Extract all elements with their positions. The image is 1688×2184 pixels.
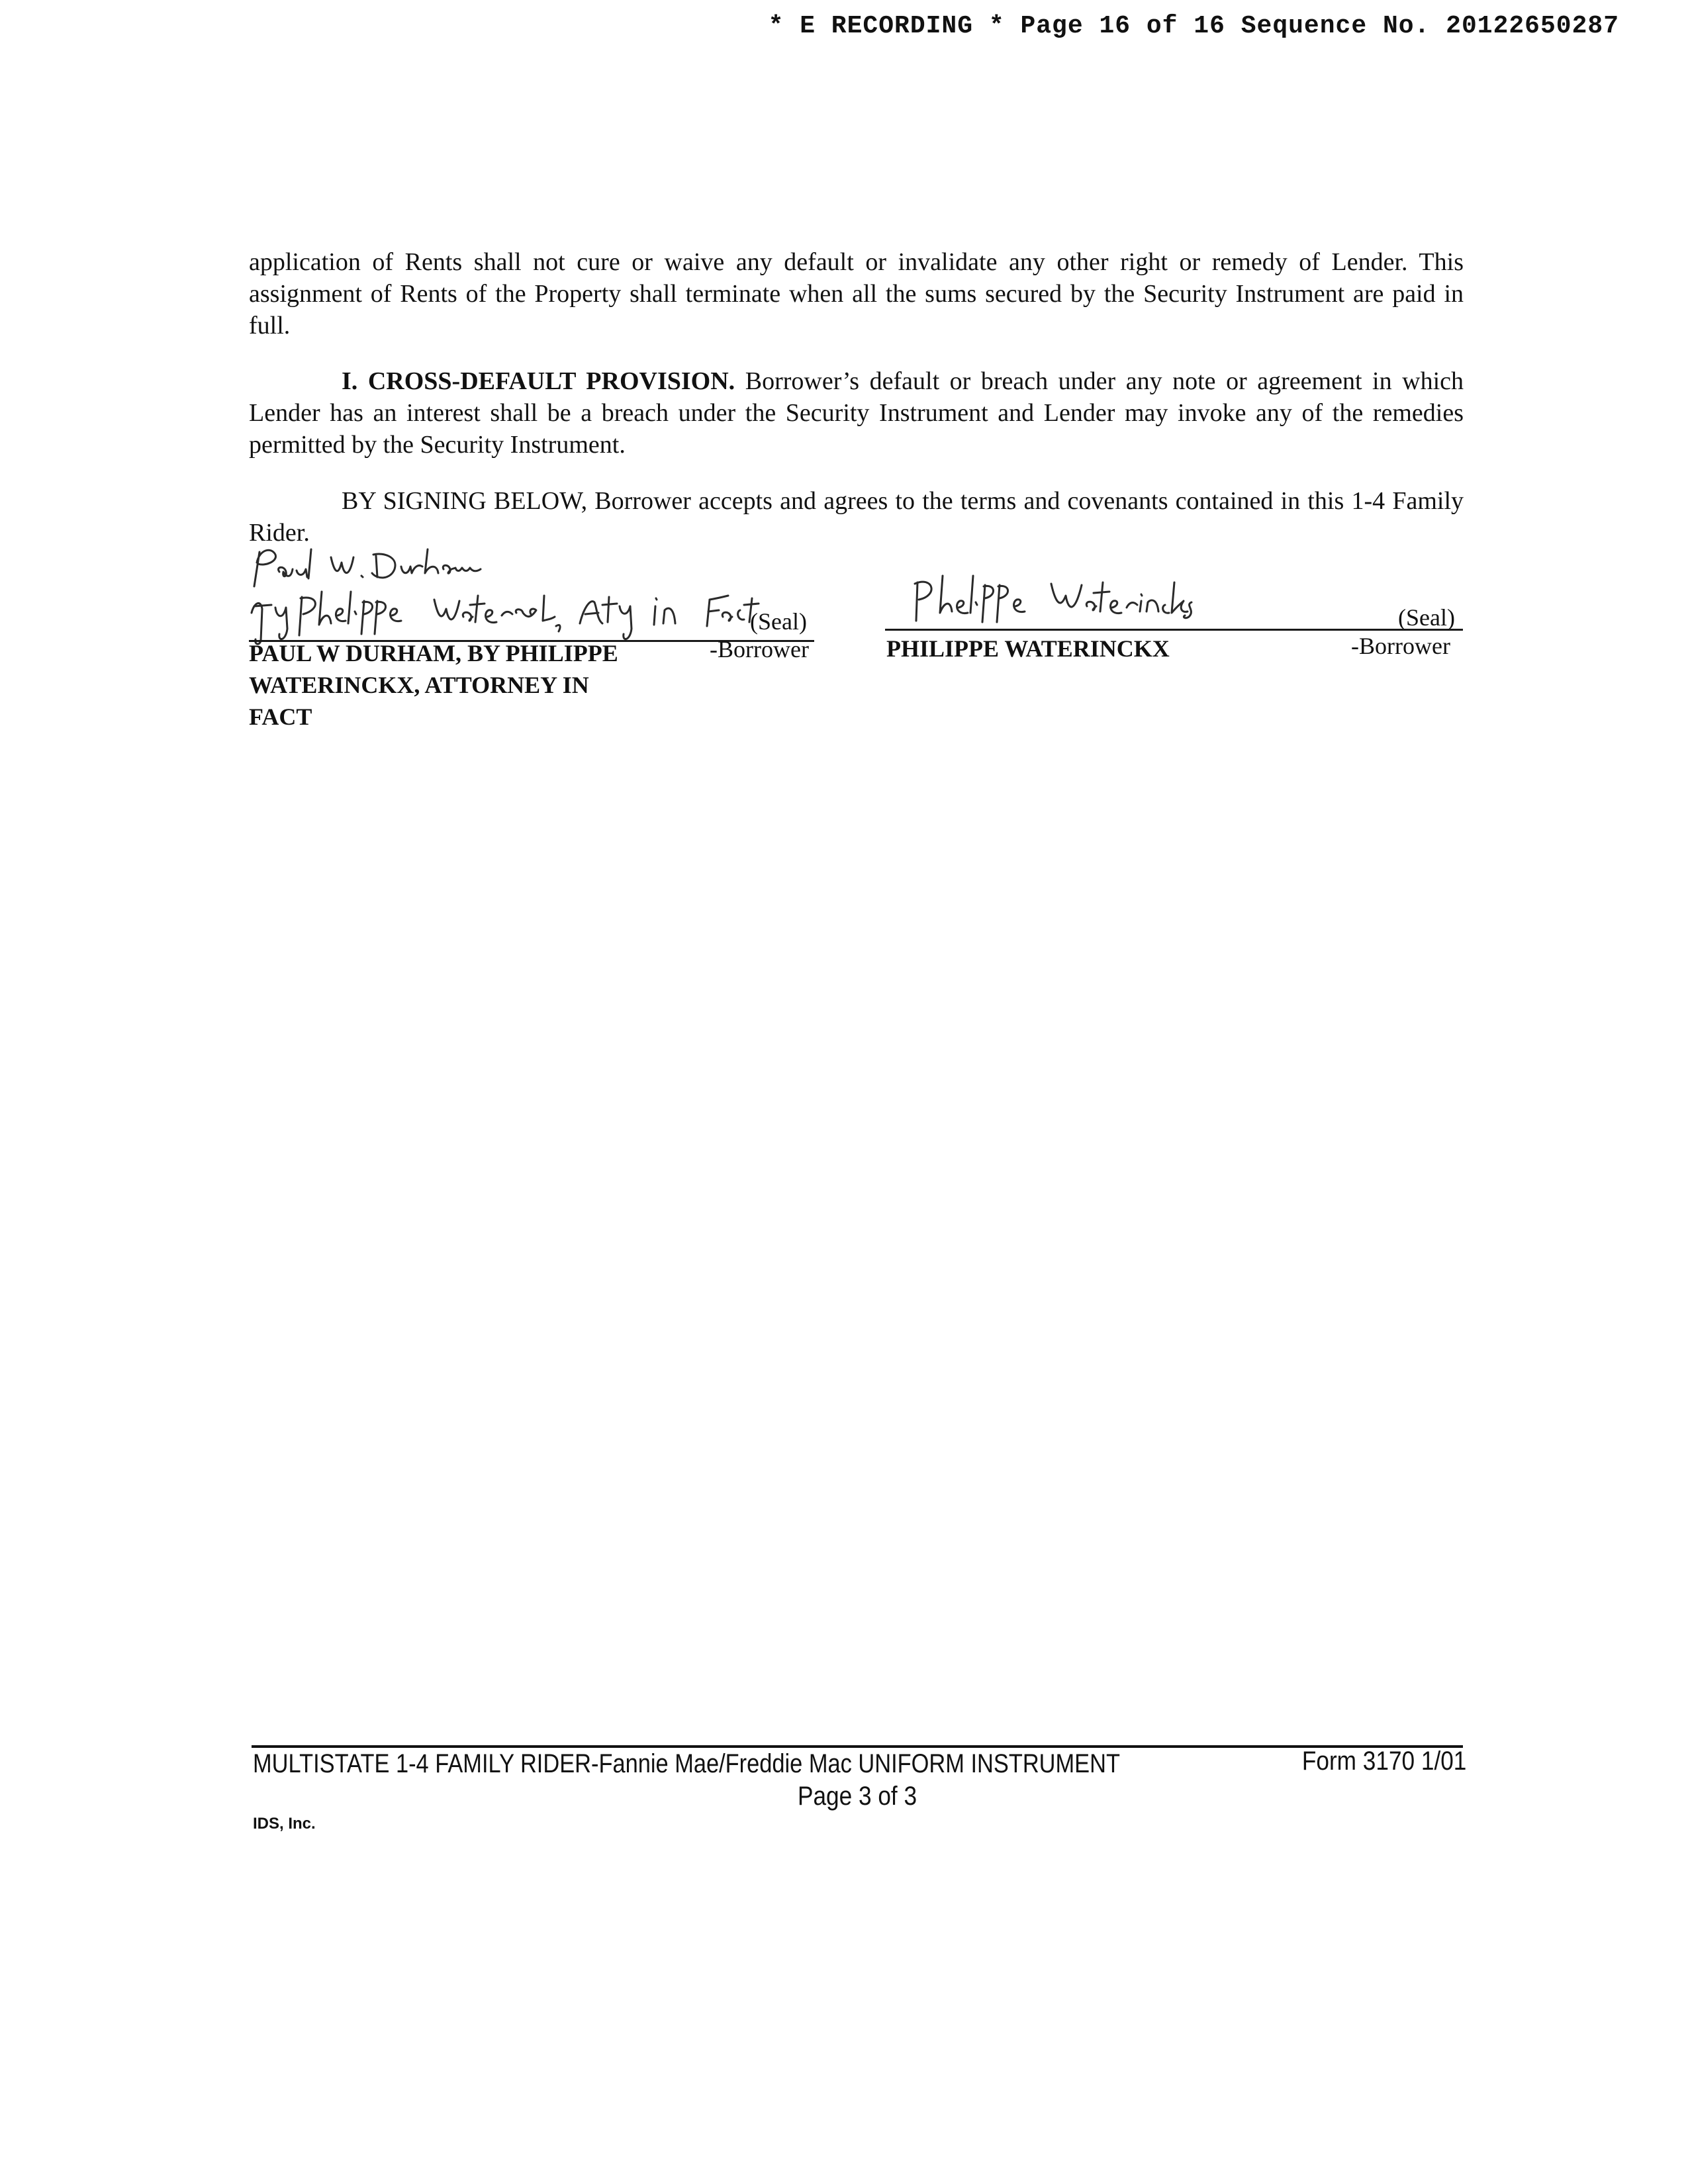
footer-form-title: MULTISTATE 1-4 FAMILY RIDER-Fannie Mae/Freddie Mac UNIFORM INSTRUMENT	[253, 1749, 1120, 1778]
borrower-role-right: -Borrower	[1351, 633, 1450, 659]
footer-page-number: Page 3 of 3	[798, 1782, 917, 1811]
cross-default-heading: I. CROSS-DEFAULT PROVISION.	[342, 367, 735, 395]
signing-statement: BY SIGNING BELOW, Borrower accepts and agrees to the terms and covenants contained in this 1-4 Family Rider.	[249, 487, 1464, 547]
borrower-role-left: -Borrower	[710, 636, 809, 662]
footer-vendor: IDS, Inc.	[253, 1815, 316, 1833]
seal-label-right: (Seal)	[1398, 604, 1455, 631]
signature-paul-durham	[245, 543, 814, 649]
recording-header: * E RECORDING * Page 16 of 16 Sequence No. 20122650287	[768, 12, 1619, 40]
signature-philippe-waterinckx	[907, 569, 1198, 629]
borrower-name-left-line3: FACT	[249, 704, 312, 730]
rents-paragraph: application of Rents shall not cure or waive any default or invalidate any other right or remedy of Lender. This assignment of Rents of the Property shall terminate when all the sums secured by the Security Instrument are paid in full.	[249, 248, 1464, 340]
signature-line-right	[885, 629, 1463, 631]
borrower-name-right: PHILIPPE WATERINCKX	[886, 635, 1170, 662]
borrower-name-left-line1: PAUL W DURHAM, BY PHILIPPE	[249, 640, 618, 666]
cross-default-paragraph	[249, 365, 1464, 461]
footer-rule	[252, 1745, 1463, 1748]
seal-label-left: (Seal)	[750, 608, 807, 635]
borrower-name-left-line2: WATERINCKX, ATTORNEY IN	[249, 672, 589, 698]
cross-default-text: Borrower’s default or breach under any note or agreement in which Lender has an interest shall be a breach under the Security Instrument and Lender may invoke any of the remedies permitted by the Security Instrument.	[249, 367, 1464, 459]
footer-form-number: Form 3170 1/01	[1301, 1747, 1466, 1776]
